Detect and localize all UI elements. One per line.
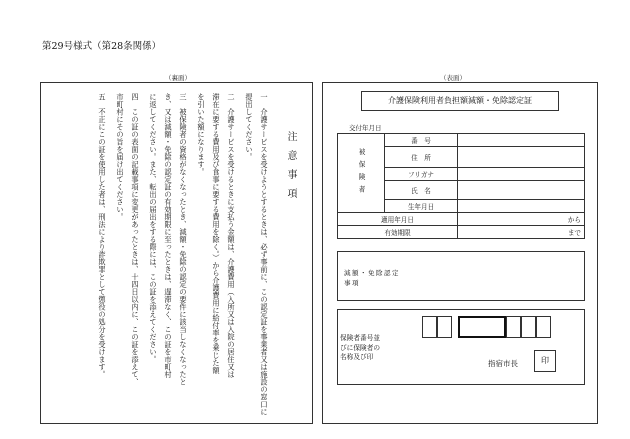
row-label: 住 所	[385, 147, 458, 168]
apply-date-label: 適用年月日	[338, 213, 458, 226]
note-line-10: 市町村にその旨を届け出てください。	[116, 93, 125, 221]
furigana-field[interactable]	[458, 168, 585, 181]
name-field[interactable]	[458, 181, 585, 200]
mayor-label: 指宿市長	[488, 359, 518, 368]
insured-table	[337, 133, 585, 239]
back-panel	[40, 82, 313, 424]
insured-number-field[interactable]	[458, 134, 585, 147]
birthdate-field[interactable]	[458, 200, 585, 213]
insurer-section	[337, 309, 585, 385]
note-line-6: 三 被保険者の資格がなくなったとき、減額・免除の認定の要件に該当しなくなったと	[179, 93, 188, 386]
notes-title: 注意事項	[285, 131, 296, 207]
apply-date-suffix: から	[458, 213, 585, 226]
insurer-digit-box[interactable]	[437, 316, 452, 338]
notes-columns	[60, 93, 270, 416]
note-line-4: 滞在に要する費用及び食事に要する費用を除く。）から介護費用に給付率を乗じた額	[212, 93, 221, 375]
row-label: フリガナ	[385, 168, 458, 181]
reduction-section	[337, 251, 585, 301]
insurer-digit-group[interactable]	[458, 316, 506, 338]
note-line-9: 四 この証の表面の記載事項に変更があったときは、十四日以内に、この証を添えて、	[131, 93, 140, 386]
note-line-5: を引いた額になります。	[197, 93, 206, 176]
expiry-date-suffix: まで	[458, 226, 585, 239]
reduction-label: 減額・免除認定事項	[344, 269, 400, 287]
note-line-2: 提出してください。	[245, 93, 254, 161]
form-number: 第29号様式（第28条関係）	[42, 41, 162, 52]
expiry-date-label: 有効期限	[338, 226, 458, 239]
insurer-digit-box[interactable]	[506, 316, 521, 338]
note-line-8: に返してください。また、転出の届出をする際には、この証を添えてください。	[149, 93, 158, 363]
issue-date-label: 交付年月日	[349, 124, 382, 132]
insurer-digit-box[interactable]	[422, 316, 437, 338]
address-field[interactable]	[458, 147, 585, 168]
insurer-digit-box[interactable]	[521, 316, 536, 338]
back-side-label: （裏面）	[165, 74, 191, 82]
certificate-title: 介護保険利用者負担額減額・免除認定証	[361, 91, 559, 111]
note-line-1: 一 介護サービスを受けようとするときは、必ず事前に、この認定証を事業者又は施設の窓口に	[260, 93, 269, 416]
row-label: 生年月日	[385, 200, 458, 213]
insurer-digit-box[interactable]	[536, 316, 551, 338]
note-line-3: 二 介護サービスを受けるときに支払う金額は、介護費用（入所又は入院の居住又は	[227, 93, 236, 378]
row-label: 氏 名	[385, 181, 458, 200]
insurer-label: 保険者番号並びに保険者の名称及び印	[340, 334, 381, 361]
seal-box: 印	[534, 350, 556, 372]
front-side-label: （表面）	[440, 74, 466, 82]
insured-label: 被保険者	[338, 134, 385, 213]
note-line-11: 五 不正にこの証を使用した者は、刑法により詐欺罪として懲役の処分を受けます。	[98, 93, 107, 378]
note-line-7: き、又は減額・免除の認定証の有効期限に至ったときは、遅滞なく、この証を市町村	[164, 93, 173, 378]
row-label: 番 号	[385, 134, 458, 147]
front-panel	[322, 82, 598, 424]
